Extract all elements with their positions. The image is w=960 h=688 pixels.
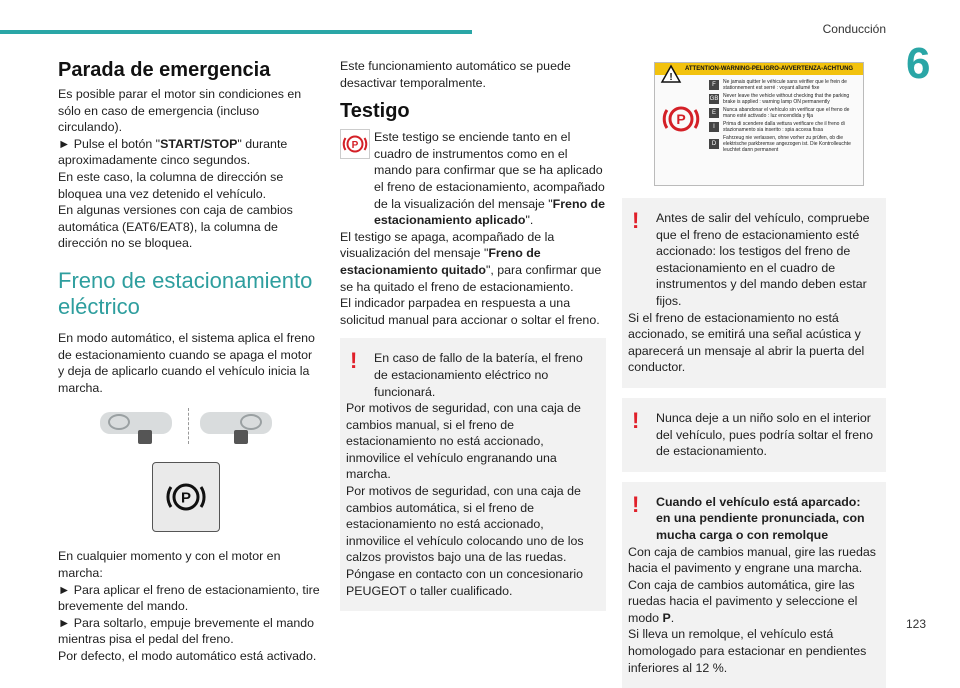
section-title-testigo: Testigo xyxy=(340,100,410,123)
section-title-emergency-stop: Parada de emergencia xyxy=(58,59,271,81)
paragraph: Por defecto, el modo automático está activado. xyxy=(58,648,317,663)
parking-brake-warning-lamp-icon xyxy=(340,129,370,159)
language-flag: E xyxy=(709,108,719,118)
steering-wheel-icon xyxy=(108,414,130,430)
header-accent-bar xyxy=(0,30,472,34)
warning-label-rows xyxy=(709,79,859,155)
warning-exclamation-icon: ! xyxy=(632,491,640,517)
label-row: F Ne jamais quitter le véhicule sans vérifier que le frein de stationnement est serré : voyant allumé fixe xyxy=(709,79,859,91)
parking-brake-switch-icon xyxy=(138,430,152,444)
warning-label-image xyxy=(654,62,864,186)
start-stop-label: START/STOP xyxy=(160,136,238,151)
chapter-number: 6 xyxy=(906,39,931,88)
warning-exclamation-icon: ! xyxy=(632,407,640,433)
column-2 xyxy=(340,58,606,611)
divider xyxy=(188,408,189,444)
paragraph-start-stop: ► Pulse el botón "START/STOP" durante aproximadamente cinco segundos. xyxy=(58,136,288,168)
svg-text:!: ! xyxy=(669,72,673,83)
paragraph: El indicador parpadea en respuesta a una solicitud manual para accionar o soltar el freno. xyxy=(340,296,600,327)
svg-text:P: P xyxy=(676,111,686,127)
paragraph: En modo automático, el sistema aplica el freno de estacionamiento cuando se apaga el motor y deja de aplicarlo cuando el vehículo inicia la marcha. xyxy=(58,330,315,395)
svg-text:P: P xyxy=(180,489,192,507)
parking-brake-icon xyxy=(661,99,701,139)
column-3 xyxy=(622,58,886,688)
label-row: E Nunca abandonar el vehículo sin verificar que el freno de mano esté activado : luz encendida y fija xyxy=(709,107,859,119)
paragraph: El testigo se apaga, acompañado de la visualización del mensaje "Freno de estacionamiento quitado", para confirmar que se ha quitado el freno de estacionamiento. xyxy=(340,229,602,294)
testigo-paragraph xyxy=(340,129,606,229)
svg-text:P: P xyxy=(351,139,359,151)
paragraph: Es posible parar el motor sin condiciones en sólo en caso de emergencia (incluso circulando). xyxy=(58,87,302,135)
paragraph: ► Para aplicar el freno de estacionamiento, tire brevemente del mando. xyxy=(58,582,320,614)
paragraph: ► Para soltarlo, empuje brevemente el mando mientras pisa el pedal del freno. xyxy=(58,615,315,647)
steering-wheel-icon xyxy=(240,414,262,430)
warning-note-slope: ! Cuando el vehículo está aparcado: en una pendiente pronunciada, con mucha carga o con remolque Con caja de cambios manual, gire las ruedas hacia el pavimento y engrane una marcha. Con caja de cambios automática, gire las ruedas hacia el pavimento y seleccione el modo P. Si lleva un remolque, el vehículo está homologado para estacionar en pendientes inferiores al 12 %. xyxy=(622,482,886,688)
warning-exclamation-icon: ! xyxy=(632,208,640,233)
parking-brake-switch-icon xyxy=(234,430,248,444)
warning-triangle-icon xyxy=(661,65,681,83)
label-row: I Prima di scendere dalla vettura verificare che il freno di stazionamento sia inserito : spia accesa fissa xyxy=(709,121,859,133)
language-flag: I xyxy=(709,122,719,132)
parking-brake-switch-image xyxy=(152,462,220,532)
section-title-electric-parking-brake: Freno de estacionamiento eléctrico xyxy=(58,267,313,319)
label-row: D Fahrzeug nie verlassen, ohne vorher zu prüfen, ob die elektrische parkbremse angezogen ist. Die Kontrolleuchte leuchtet dann permanent xyxy=(709,135,859,153)
steering-wheel-illustration xyxy=(58,408,320,448)
language-flag: D xyxy=(709,139,719,149)
paragraph: En cualquier momento y con el motor en marcha: xyxy=(58,549,281,580)
paragraph: En este caso, la columna de dirección se bloquea una vez detenido el vehículo. xyxy=(58,169,284,201)
page-number: 123 xyxy=(906,617,927,631)
warning-exclamation-icon: ! xyxy=(350,348,358,374)
warning-note-battery: ! En caso de fallo de la batería, el freno de estacionamiento eléctrico no funcionará. Por motivos de seguridad, con una caja de cambios manual, si el freno de estacionamiento no está accionado, inmovilice el vehículo engranando una marcha. Por motivos de seguridad, con una caja de cambios automática, si el freno de estacionamiento no está accionado, inmovilice el vehículo colocando uno de los calzos provistos bajo una de las ruedas. Póngase en contacto con un concesionario PEUGEOT o taller cualificado. xyxy=(340,338,606,611)
language-flag: F xyxy=(709,80,719,90)
warning-label-header: ATTENTION-WARNING-PELIGRO-AVVERTENZA-ACHTUNG xyxy=(655,63,863,75)
column-1 xyxy=(58,58,320,664)
right-hand-drive-dash xyxy=(200,412,272,434)
language-flag: GB xyxy=(709,96,719,102)
paragraph: En algunas versiones con caja de cambios automática (EAT6/EAT8), la columna de dirección no se bloquea. xyxy=(58,203,293,251)
chapter-title: Conducción xyxy=(822,22,886,36)
parking-brake-icon xyxy=(164,475,208,519)
warning-note-before-leaving: ! Antes de salir del vehículo, compruebe que el freno de estacionamiento esté accionado: los testigos del freno de estacionamiento en el cuadro de instrumentos y del mando deben estar fijos. Si el freno de estacionamiento no está accionado, se emitirá una señal acústica y aparecerá un mensaje al abrir la puerta del conductor. xyxy=(622,198,886,388)
paragraph: Este funcionamiento automático se puede desactivar temporalmente. xyxy=(340,59,571,90)
left-hand-drive-dash xyxy=(100,412,172,434)
label-row: GB Never leave the vehicle without checking that the parking brake is applied : warning lamp ON permanently xyxy=(709,93,850,105)
warning-note-child: ! Nunca deje a un niño solo en el interior del vehículo, pues podría soltar el freno de estacionamiento. xyxy=(622,398,886,472)
testigo-text: Este testigo se enciende tanto en el cuadro de instrumentos como en el mando para confirmar que se ha aplicado el freno de estacionamiento, acompañado de la visualización del mensaje "Freno de estacionamiento aplicado". xyxy=(374,130,605,228)
